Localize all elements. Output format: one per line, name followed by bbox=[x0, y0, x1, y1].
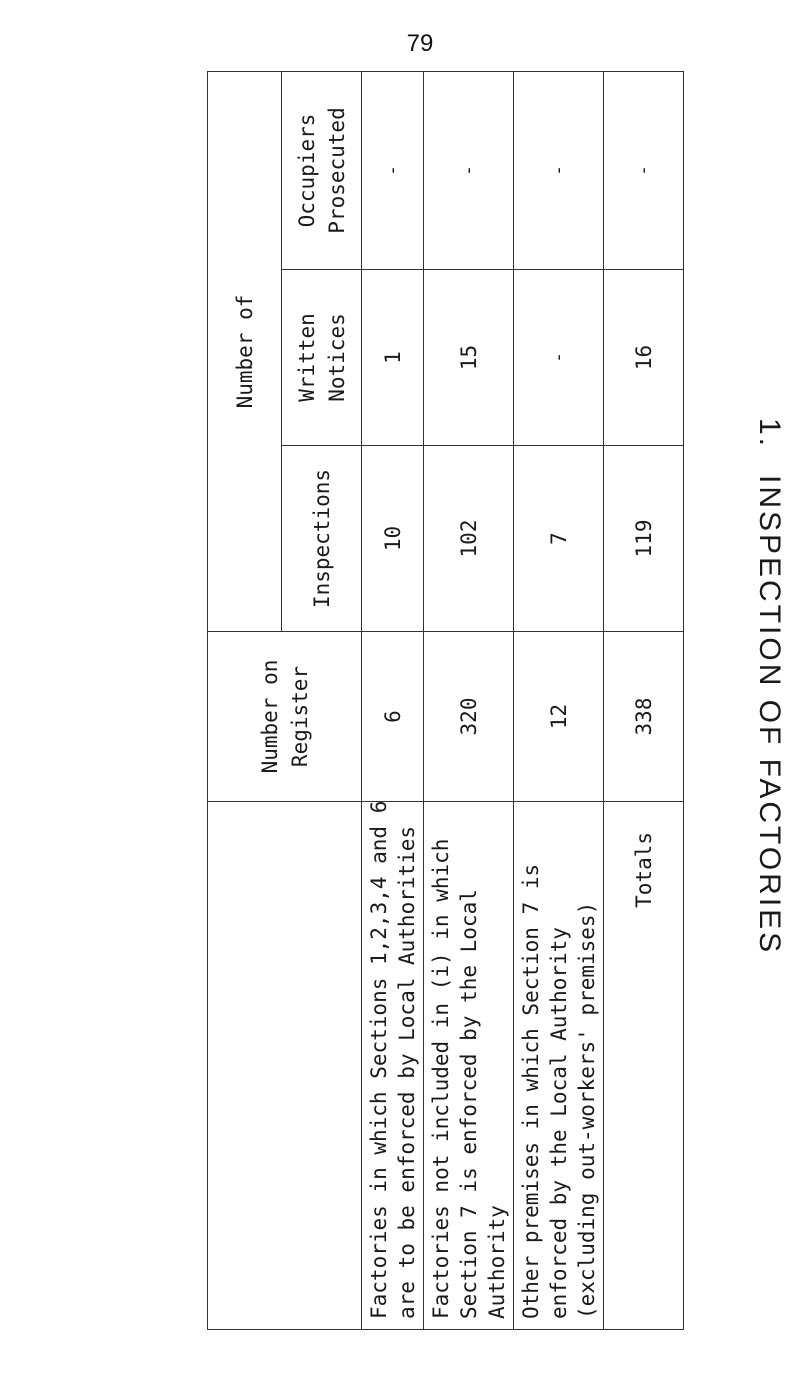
table-row bbox=[424, 72, 514, 1330]
inspections-cell: 7 bbox=[514, 446, 604, 632]
section-number: 1. bbox=[753, 418, 786, 450]
written-notices-cell: 15 bbox=[424, 270, 514, 446]
premises-line: Factories in which Sections 1,2,3,4 and 6 bbox=[366, 800, 391, 1319]
premises-line: Other premises in which Section 7 is bbox=[518, 863, 543, 1319]
register-count-cell: 320 bbox=[424, 632, 514, 802]
premises-line: Factories not included in (i) in which bbox=[428, 838, 453, 1319]
page-number: 79 bbox=[406, 30, 434, 57]
occupiers-prosecuted-total-cell: - bbox=[604, 72, 684, 270]
premises-line: Authority bbox=[484, 1205, 509, 1319]
inspections-cell: 102 bbox=[424, 446, 514, 632]
written-notices-cell: - bbox=[514, 270, 604, 446]
occupiers-prosecuted-header: Occupiers Prosecuted bbox=[282, 72, 362, 270]
written-notices-header: Written Notices bbox=[282, 270, 362, 446]
header-row-group bbox=[208, 72, 282, 1330]
register-total-cell: 338 bbox=[604, 632, 684, 802]
number-on-register-label: Number on Register bbox=[257, 659, 312, 774]
number-of-header: Number of bbox=[208, 72, 282, 632]
occupiers-prosecuted-cell: - bbox=[362, 72, 424, 270]
premises-line: enforced by the Local Authority bbox=[546, 927, 571, 1319]
section-title: INSPECTION OF FACTORIES bbox=[753, 475, 786, 956]
totals-label: Totals bbox=[604, 802, 684, 1330]
inspections-header: Inspections bbox=[282, 446, 362, 632]
inspections-cell: 10 bbox=[362, 446, 424, 632]
inspections-total-cell: 119 bbox=[604, 446, 684, 632]
register-count-cell: 6 bbox=[362, 632, 424, 802]
written-notices-total-cell: 16 bbox=[604, 270, 684, 446]
written-notices-cell: 1 bbox=[362, 270, 424, 446]
premises-cell bbox=[362, 802, 424, 1330]
register-count-cell: 12 bbox=[514, 632, 604, 802]
premises-cell bbox=[424, 802, 514, 1330]
section-heading bbox=[752, 0, 786, 1374]
totals-row bbox=[604, 72, 684, 1330]
premises-line: are to be enforced by Local Authorities bbox=[394, 825, 419, 1319]
occupiers-prosecuted-cell: - bbox=[424, 72, 514, 270]
number-on-register-header bbox=[208, 632, 362, 802]
premises-line: (excluding out-workers' premises) bbox=[574, 901, 599, 1319]
premises-header bbox=[208, 802, 362, 1330]
occupiers-prosecuted-cell: - bbox=[514, 72, 604, 270]
premises-cell bbox=[514, 802, 604, 1330]
inspection-table bbox=[207, 72, 654, 1330]
table-row bbox=[514, 72, 604, 1330]
table-row bbox=[362, 72, 424, 1330]
premises-line: Section 7 is enforced by the Local bbox=[456, 889, 481, 1319]
